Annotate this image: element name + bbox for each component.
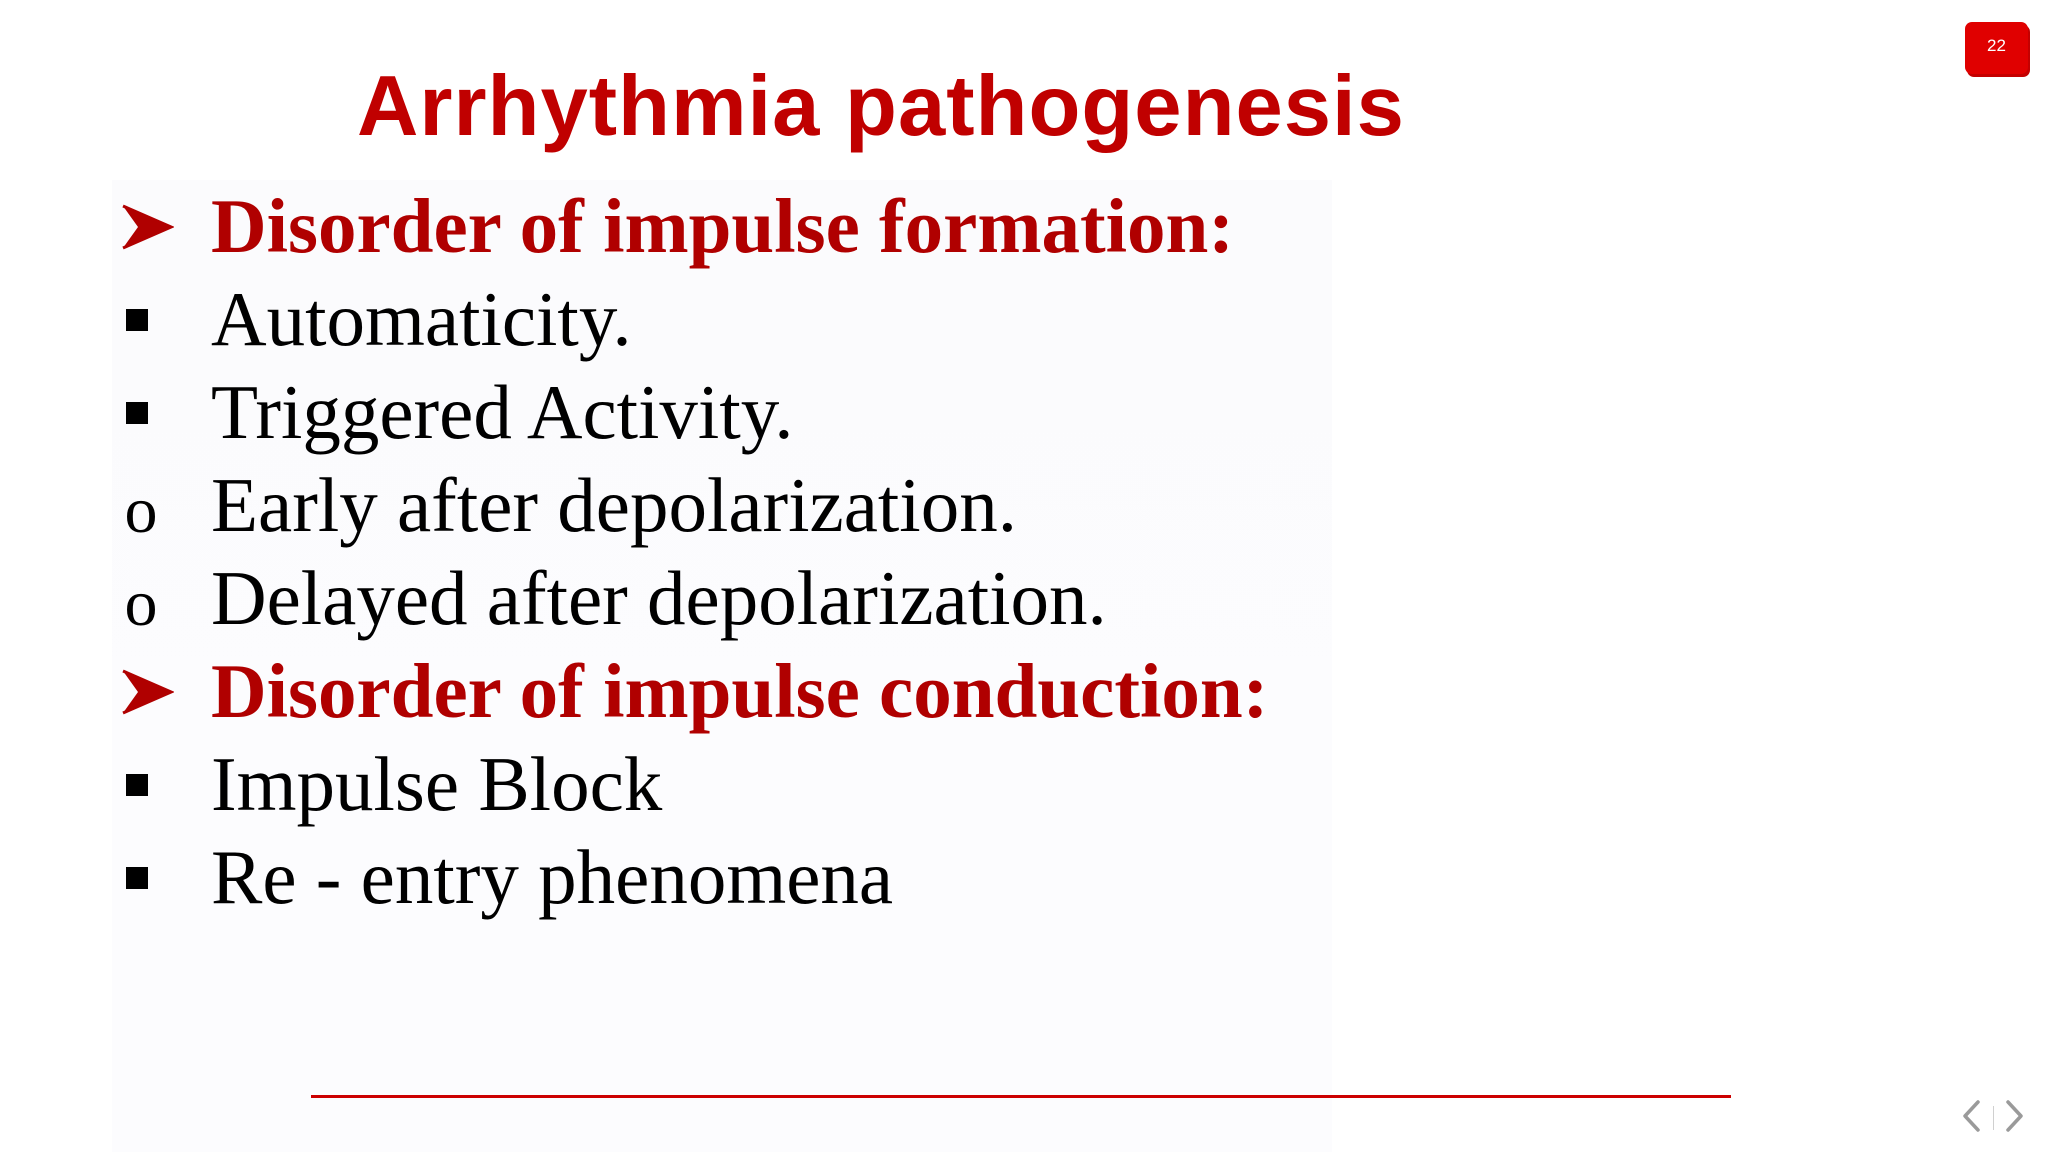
- navigation-divider: [1993, 1106, 1994, 1130]
- bullet-heading-text: Disorder of impulse formation:: [211, 183, 1234, 269]
- bullet-item-text: Automaticity.: [211, 276, 632, 362]
- chevron-left-icon[interactable]: [1960, 1099, 1982, 1138]
- bullet-item-text: Impulse Block: [211, 741, 663, 827]
- slide-navigation: [1960, 1098, 2026, 1138]
- page-number-badge: 22: [1965, 22, 2028, 74]
- slide-title: Arrhythmia pathogenesis: [357, 59, 1405, 154]
- square-bullet-icon: [112, 366, 182, 459]
- bullet-item-text: Delayed after depolarization.: [211, 555, 1107, 641]
- bullet-item-text: Triggered Activity.: [211, 369, 794, 455]
- square-bullet-icon: [112, 831, 182, 924]
- circle-bullet-icon: o: [124, 566, 158, 640]
- footer-divider: [311, 1095, 1731, 1098]
- bullet-item-text: Early after depolarization.: [211, 462, 1017, 548]
- chevron-right-icon[interactable]: [2004, 1099, 2026, 1138]
- bullet-item-text: Re - entry phenomena: [211, 834, 894, 920]
- bullet-heading-text: Disorder of impulse conduction:: [211, 648, 1269, 734]
- arrow-icon: [112, 645, 182, 738]
- circle-bullet-icon: o: [124, 473, 158, 547]
- square-bullet-icon: [112, 273, 182, 366]
- arrow-icon: [112, 180, 182, 273]
- square-bullet-icon: [112, 738, 182, 831]
